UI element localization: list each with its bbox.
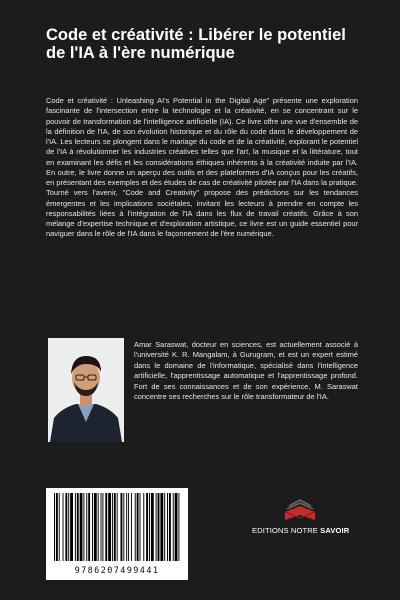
barcode-bar	[101, 493, 102, 561]
barcode-bar	[102, 493, 103, 561]
barcode-bar	[77, 493, 79, 561]
barcode-bar	[105, 493, 107, 561]
barcode-bar	[158, 493, 160, 561]
barcode-bar	[167, 493, 168, 561]
barcode-bar	[126, 493, 127, 561]
barcode-bar	[83, 493, 84, 561]
author-photo	[48, 338, 124, 442]
barcode-bar	[164, 493, 165, 561]
barcode-bar	[146, 493, 148, 561]
barcode-bar	[160, 493, 163, 561]
barcode-bar	[151, 493, 154, 561]
barcode-bar	[156, 493, 157, 561]
barcode-bar	[65, 493, 67, 561]
barcode-bar	[175, 493, 178, 561]
barcode-bar	[137, 493, 139, 561]
barcode-bar	[108, 493, 111, 561]
author-portrait-image	[48, 338, 124, 442]
barcode-bar	[68, 493, 69, 561]
barcode	[46, 488, 188, 580]
publisher-block	[252, 498, 348, 535]
barcode-bar	[59, 493, 60, 561]
barcode-bar	[117, 493, 118, 561]
barcode-bar	[123, 493, 124, 561]
barcode-bar	[131, 493, 132, 561]
barcode-bar	[112, 493, 113, 561]
barcode-bar	[54, 493, 55, 561]
barcode-bar	[86, 493, 87, 561]
barcode-bar	[70, 493, 73, 561]
barcode-bar	[173, 493, 174, 561]
author-bio: Amar Saraswat, docteur en sciences, est actuellement associé à l'université K. R. Mangalam, à Gurugram, et est un expert estimé dans le domaine de l'informatique, spécialisé dans l'intelligence artificielle, l'apprentissage automatique et l'apprentissage profond. Fort de ses connaissances et de son expérience, M. Saraswat concentre ses recherches sur le rôle transformateur de l'IA.	[134, 340, 358, 402]
publisher-name-part2: SAVOIR	[320, 526, 350, 535]
barcode-bar	[143, 493, 144, 561]
barcode-bar	[178, 493, 179, 561]
barcode-bar	[128, 493, 129, 561]
publisher-name-part1: EDITIONS NOTRE	[252, 526, 321, 535]
publisher-name	[252, 526, 348, 535]
barcode-bar	[169, 493, 171, 561]
barcode-bar	[98, 493, 99, 561]
barcode-bar	[121, 493, 123, 561]
book-description: Code et créativité : Unleashing AI's Potential in the Digital Age" présente une exploration fascinante de l'intersection entre la technologie et la créativité, en se concentrant sur le pouvoir de transformation de l'intelligence artificielle (IA). Ce livre offre une vue d'ensemble de la définition de l'IA, de son évolution historique et du rôle du code dans le développement de l'IA. Les lecteurs se plongent dans le mariage du code et de la créativité, explorant le potentiel de l'IA à révolutionner les industries créatives telles que l'art, la musique et la littérature, tout en examinant les défis et les considérations éthiques inhérents à la créativité induite par l'IA. En outre, le livre donne un aperçu des outils et des plateformes d'IA conçus pour les créatifs, en présentant des exemples et des études de cas de créativité pilotée par l'IA dans la pratique. Tourné vers l'avenir, "Code and Creativity" propose des prédictions sur les tendances émergentes et les implications sociétales, invitant les lecteurs à prendre en compte les responsabilités liées à l'intégration de l'IA dans les flux de travail créatifs. Grâce à son mélange d'expertise technique et d'exploration artistique, ce livre est un guide essentiel pour naviguer dans le rôle de l'IA dans le façonnement de l'ère numérique.	[46, 96, 358, 239]
barcode-bar	[92, 493, 93, 561]
publisher-logo-icon	[283, 498, 317, 522]
barcode-bar	[135, 493, 136, 561]
barcode-bar	[140, 493, 141, 561]
isbn-number: 9786207499441	[74, 566, 160, 576]
barcode-bars	[52, 493, 182, 561]
barcode-bar	[56, 493, 58, 561]
barcode-bar	[114, 493, 116, 561]
barcode-bar	[75, 493, 76, 561]
barcode-bar	[94, 493, 97, 561]
barcode-bar	[88, 493, 90, 561]
barcode-bar	[80, 493, 83, 561]
barcode-bar	[63, 493, 64, 561]
book-title: Code et créativité : Libérer le potentiel de l'IA à l'ère numérique	[46, 26, 346, 62]
barcode-bar	[149, 493, 150, 561]
